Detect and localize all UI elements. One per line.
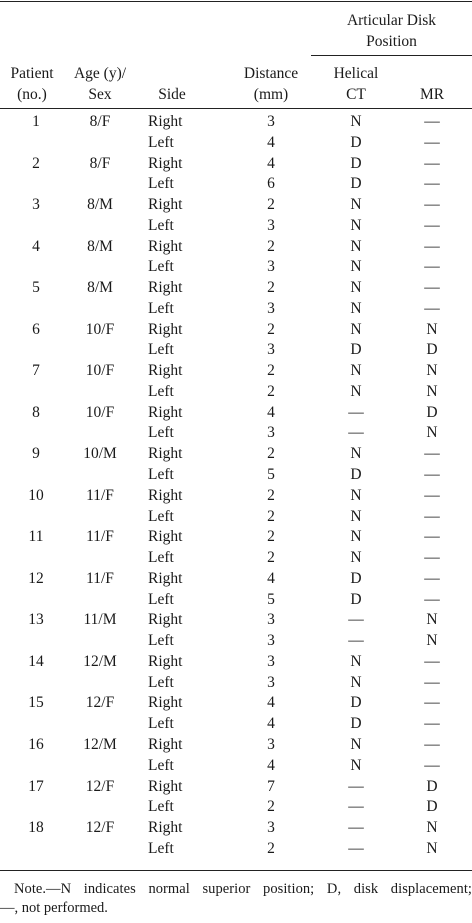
table-row — [0, 756, 472, 777]
side-cell: Right — [148, 569, 183, 587]
table-row — [0, 839, 472, 860]
mr-column-header — [395, 84, 469, 105]
patient-number-cell: 7 — [32, 362, 40, 380]
table-row — [0, 673, 472, 694]
age-sex-cell: 10/M — [83, 445, 117, 463]
side-cell: Right — [148, 196, 183, 214]
helical-ct-cell: D — [350, 341, 362, 359]
age-sex-cell: 11/F — [86, 528, 114, 546]
table-body — [0, 112, 472, 860]
mr-cell: D — [426, 403, 438, 421]
age-sex-cell: 11/F — [86, 569, 114, 587]
side-cell: Left — [148, 632, 174, 650]
mr-cell: — — [424, 133, 440, 151]
header-line: MR — [419, 86, 445, 103]
age-sex-cell: 12/M — [83, 652, 117, 670]
helical-ct-cell: N — [350, 673, 362, 691]
patient-number-cell: 5 — [32, 279, 40, 297]
helical-ct-cell: — — [348, 424, 364, 442]
age-sex-cell: 8/F — [89, 113, 111, 130]
table-bottom-rule — [0, 870, 472, 871]
distance-cell: 2 — [267, 528, 275, 546]
helical-ct-cell: — — [348, 819, 364, 837]
age-sex-cell: 11/F — [86, 486, 114, 504]
distance-cell: 3 — [267, 113, 275, 130]
distance-cell: 4 — [267, 403, 275, 421]
table-top-rule — [0, 1, 472, 2]
side-cell: Left — [148, 839, 174, 857]
mr-cell: — — [424, 549, 440, 567]
age-sex-cell: 10/F — [85, 362, 115, 380]
helical-ct-cell: D — [350, 154, 362, 172]
patient-column-header — [0, 63, 64, 105]
distance-cell: 2 — [267, 486, 275, 504]
header-line: Age (y)/ — [73, 65, 127, 82]
table-row — [0, 403, 472, 424]
table-row — [0, 216, 472, 237]
footnote-line: Note.—N indicates normal superior position; D, disk displacement; — [14, 881, 472, 897]
mr-cell: — — [424, 445, 440, 463]
table-row — [0, 569, 472, 590]
patient-number-cell: 4 — [32, 237, 40, 255]
helical-ct-cell: N — [350, 507, 362, 525]
group-header-rule — [311, 55, 472, 56]
side-cell: Left — [148, 175, 174, 193]
mr-cell: N — [426, 819, 438, 837]
table-row — [0, 507, 472, 528]
side-cell: Left — [148, 798, 174, 816]
age-sex-cell: 8/F — [89, 154, 111, 172]
side-cell: Left — [148, 299, 174, 317]
distance-cell: 3 — [267, 299, 275, 317]
distance-cell: 3 — [267, 216, 275, 234]
header-line: Position — [366, 33, 417, 50]
helical-ct-cell: — — [348, 798, 364, 816]
patient-number-cell: 11 — [28, 528, 44, 546]
mr-cell: — — [424, 237, 440, 255]
helical-ct-cell: N — [350, 196, 362, 214]
helical-ct-cell: D — [350, 590, 362, 608]
table-row — [0, 652, 472, 673]
helical-ct-cell: D — [350, 133, 362, 151]
age-sex-cell: 8/M — [87, 237, 113, 255]
table-row — [0, 486, 472, 507]
age-sex-cell: 11/M — [83, 611, 117, 629]
header-line: CT — [346, 86, 366, 103]
mr-cell: — — [424, 299, 440, 317]
distance-cell: 3 — [267, 632, 275, 650]
helical-ct-cell: N — [350, 258, 362, 276]
mr-cell: N — [426, 839, 438, 857]
helical-ct-cell: N — [350, 320, 362, 338]
header-line: Side — [158, 86, 186, 103]
table-row — [0, 631, 472, 652]
table-row — [0, 797, 472, 818]
side-cell: Right — [148, 113, 183, 130]
mr-cell: N — [426, 632, 438, 650]
distance-cell: 3 — [267, 819, 275, 837]
side-cell: Right — [148, 611, 183, 629]
patient-number-cell: 6 — [32, 320, 40, 338]
side-cell: Right — [148, 403, 183, 421]
side-cell: Right — [148, 279, 183, 297]
helical-ct-cell: N — [350, 756, 362, 774]
patient-number-cell: 1 — [32, 113, 40, 130]
helical-ct-cell: — — [348, 777, 364, 795]
side-cell: Right — [148, 237, 183, 255]
distance-cell: 3 — [267, 611, 275, 629]
mr-cell: N — [426, 382, 438, 400]
patient-number-cell: 3 — [32, 196, 40, 214]
side-cell: Left — [148, 424, 174, 442]
helical-ct-cell: N — [350, 113, 362, 130]
side-cell: Left — [148, 341, 174, 359]
header-line: Articular Disk — [346, 12, 437, 29]
table-row — [0, 548, 472, 569]
age-sex-cell: 12/M — [83, 735, 117, 753]
helical-ct-cell: D — [350, 715, 362, 733]
mr-cell: — — [424, 113, 440, 130]
mr-cell: N — [426, 424, 438, 442]
helical-ct-cell: N — [350, 279, 362, 297]
side-cell: Right — [148, 445, 183, 463]
helical-ct-cell: D — [350, 175, 362, 193]
helical-ct-cell: N — [350, 382, 362, 400]
table-row — [0, 714, 472, 735]
distance-cell: 4 — [267, 715, 275, 733]
mr-cell: — — [424, 694, 440, 712]
side-cell: Left — [148, 715, 174, 733]
table-row — [0, 777, 472, 798]
helical-ct-cell: N — [350, 216, 362, 234]
helical-ct-cell: N — [350, 528, 362, 546]
helical-ct-cell: N — [350, 486, 362, 504]
mr-cell: N — [426, 611, 438, 629]
mr-cell: — — [424, 507, 440, 525]
table-row — [0, 195, 472, 216]
distance-cell: 2 — [267, 839, 275, 857]
age-sex-cell: 12/F — [85, 777, 115, 795]
table-row — [0, 278, 472, 299]
mr-cell: — — [424, 673, 440, 691]
age-sex-cell: 10/F — [85, 403, 115, 421]
mr-cell: D — [426, 798, 438, 816]
table-row — [0, 340, 472, 361]
helical-ct-cell: — — [348, 839, 364, 857]
helical-ct-cell: N — [350, 237, 362, 255]
table-row — [0, 237, 472, 258]
helical-ct-cell: D — [350, 466, 362, 484]
table-row — [0, 112, 472, 133]
table-row — [0, 423, 472, 444]
side-cell: Left — [148, 549, 174, 567]
side-cell: Right — [148, 819, 183, 837]
table-row — [0, 818, 472, 839]
side-cell: Left — [148, 382, 174, 400]
mr-cell: — — [424, 486, 440, 504]
distance-cell: 3 — [267, 735, 275, 753]
distance-cell: 3 — [267, 424, 275, 442]
mr-cell: D — [426, 777, 438, 795]
distance-cell: 4 — [267, 569, 275, 587]
header-line: Helical — [333, 65, 379, 82]
table-row — [0, 320, 472, 341]
footnote-line: —, not performed. — [0, 900, 108, 916]
header-line: Patient — [10, 65, 54, 82]
helical-ct-cell: N — [350, 362, 362, 380]
distance-cell: 7 — [267, 777, 275, 795]
table-row — [0, 693, 472, 714]
distance-cell: 5 — [267, 466, 275, 484]
mr-cell: — — [424, 175, 440, 193]
helical-ct-cell: — — [348, 632, 364, 650]
patient-number-cell: 8 — [32, 403, 40, 421]
distance-cell: 2 — [267, 798, 275, 816]
mr-cell: — — [424, 590, 440, 608]
distance-cell: 6 — [267, 175, 275, 193]
distance-cell: 2 — [267, 382, 275, 400]
age-sex-column-header — [64, 63, 136, 105]
patient-number-cell: 12 — [28, 569, 44, 587]
mr-cell: — — [424, 652, 440, 670]
table-row — [0, 444, 472, 465]
helical-ct-cell: D — [350, 694, 362, 712]
patient-number-cell: 15 — [28, 694, 44, 712]
side-cell: Left — [148, 756, 174, 774]
articular-disk-position-header — [311, 10, 472, 52]
side-cell: Right — [148, 652, 183, 670]
table-row — [0, 382, 472, 403]
side-cell: Right — [148, 154, 183, 172]
side-cell: Right — [148, 486, 183, 504]
patient-number-cell: 9 — [32, 445, 40, 463]
header-line: (mm) — [253, 86, 289, 103]
helical-ct-cell: N — [350, 652, 362, 670]
side-cell: Left — [148, 466, 174, 484]
side-cell: Right — [148, 362, 183, 380]
distance-cell: 3 — [267, 652, 275, 670]
side-cell: Left — [148, 258, 174, 276]
mr-cell: D — [426, 341, 438, 359]
mr-cell: — — [424, 528, 440, 546]
distance-cell: 2 — [267, 279, 275, 297]
distance-cell: 3 — [267, 673, 275, 691]
table-row — [0, 610, 472, 631]
helical-ct-cell: D — [350, 569, 362, 587]
side-cell: Left — [148, 216, 174, 234]
patient-number-cell: 17 — [28, 777, 44, 795]
distance-cell: 4 — [267, 133, 275, 151]
table-row — [0, 257, 472, 278]
helical-ct-cell: — — [348, 403, 364, 421]
helical-ct-cell: N — [350, 549, 362, 567]
table-row — [0, 299, 472, 320]
table-row — [0, 735, 472, 756]
helical-ct-cell: — — [348, 611, 364, 629]
distance-cell: 2 — [267, 237, 275, 255]
side-column-header — [140, 84, 204, 105]
helical-ct-cell: N — [350, 735, 362, 753]
distance-cell: 2 — [267, 196, 275, 214]
mr-cell: — — [424, 196, 440, 214]
mr-cell: — — [424, 756, 440, 774]
distance-cell: 2 — [267, 507, 275, 525]
distance-cell: 2 — [267, 320, 275, 338]
patient-number-cell: 10 — [28, 486, 44, 504]
distance-cell: 3 — [267, 341, 275, 359]
distance-cell: 2 — [267, 362, 275, 380]
header-line: (no.) — [17, 86, 47, 103]
table-row — [0, 590, 472, 611]
helical-ct-cell: N — [350, 445, 362, 463]
side-cell: Left — [148, 507, 174, 525]
mr-cell: — — [424, 279, 440, 297]
helical-ct-cell: N — [350, 299, 362, 317]
mr-cell: N — [426, 362, 438, 380]
side-cell: Left — [148, 590, 174, 608]
table-row — [0, 133, 472, 154]
table-row — [0, 154, 472, 175]
mr-cell: — — [424, 258, 440, 276]
side-cell: Right — [148, 735, 183, 753]
table-row — [0, 361, 472, 382]
distance-column-header — [232, 63, 310, 105]
mr-cell: — — [424, 154, 440, 172]
mr-cell: — — [424, 216, 440, 234]
patient-number-cell: 16 — [28, 735, 44, 753]
age-sex-cell: 12/F — [85, 819, 115, 837]
side-cell: Left — [148, 673, 174, 691]
age-sex-cell: 8/M — [87, 279, 113, 297]
mr-cell: — — [424, 569, 440, 587]
mr-cell: — — [424, 715, 440, 733]
distance-cell: 2 — [267, 549, 275, 567]
mr-cell: N — [426, 320, 438, 338]
age-sex-cell: 12/F — [85, 694, 115, 712]
table-footnote — [0, 880, 472, 918]
distance-cell: 3 — [267, 258, 275, 276]
age-sex-cell: 10/F — [85, 320, 115, 338]
header-line: Distance — [243, 65, 299, 82]
distance-cell: 4 — [267, 756, 275, 774]
distance-cell: 2 — [267, 445, 275, 463]
side-cell: Right — [148, 528, 183, 546]
table-row — [0, 174, 472, 195]
distance-cell: 4 — [267, 694, 275, 712]
side-cell: Left — [148, 133, 174, 151]
patient-number-cell: 13 — [28, 611, 44, 629]
side-cell: Right — [148, 777, 183, 795]
table-row — [0, 527, 472, 548]
side-cell: Right — [148, 320, 183, 338]
header-bottom-rule — [0, 108, 472, 109]
side-cell: Right — [148, 694, 183, 712]
patient-number-cell: 18 — [28, 819, 44, 837]
patient-number-cell: 2 — [32, 154, 40, 172]
table-row — [0, 465, 472, 486]
patient-number-cell: 14 — [28, 652, 44, 670]
age-sex-cell: 8/M — [87, 196, 113, 214]
mr-cell: — — [424, 735, 440, 753]
distance-cell: 5 — [267, 590, 275, 608]
header-line: Sex — [88, 86, 112, 103]
helical-ct-column-header — [318, 63, 394, 105]
mr-cell: — — [424, 466, 440, 484]
distance-cell: 4 — [267, 154, 275, 172]
